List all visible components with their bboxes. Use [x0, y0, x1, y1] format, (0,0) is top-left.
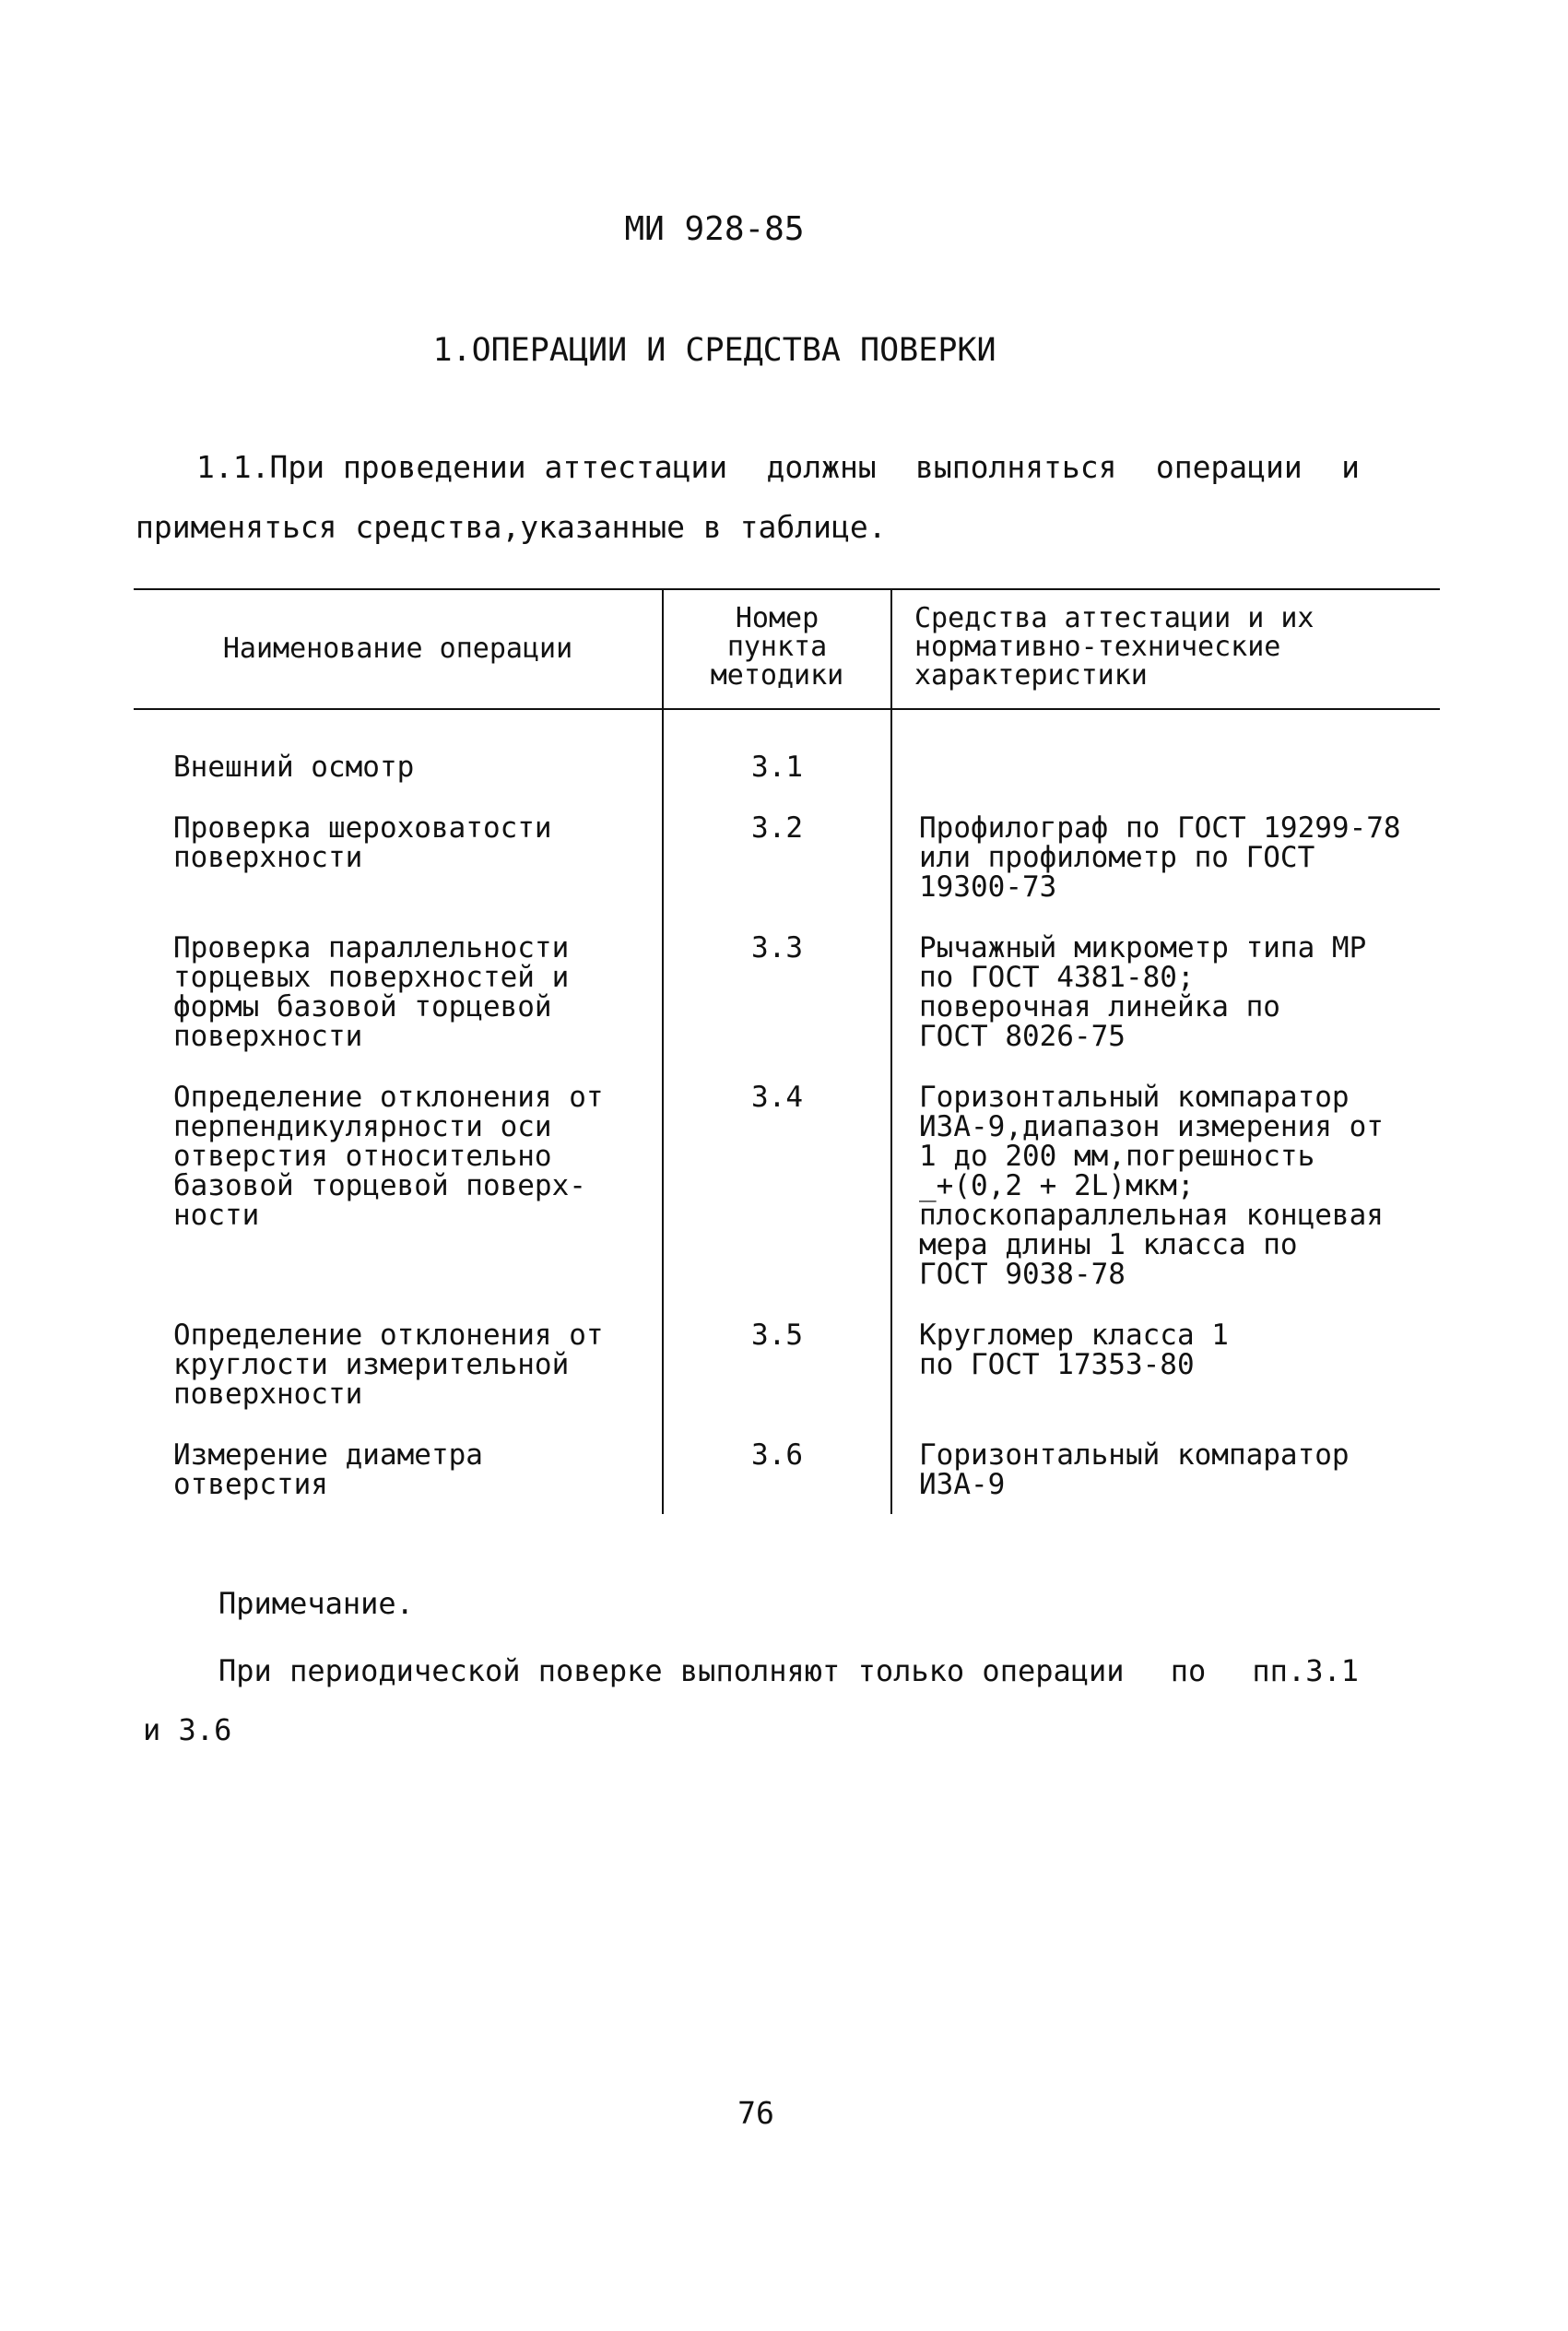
document-code: МИ 928-85: [624, 210, 805, 248]
intro-word: должны: [766, 449, 877, 485]
note-label: Примечание.: [218, 1586, 414, 1621]
table-column-divider: [662, 590, 664, 1514]
note-text-line-1: [218, 1653, 1359, 1688]
table-column-divider: [890, 590, 892, 1514]
intro-paragraph-line-1: [196, 449, 1360, 485]
table-cell-means: Профилограф по ГОСТ 19299-78 или профилометр по ГОСТ 19300-73: [919, 811, 1401, 904]
intro-word: 1.1.При проведении аттестации: [196, 449, 728, 485]
table-cell-operation: Проверка параллельности торцевых поверхностей и формы базовой торцевой поверхности: [173, 931, 570, 1053]
section-title: 1.ОПЕРАЦИИ И СРЕДСТВА ПОВЕРКИ: [432, 332, 996, 369]
table-cell-operation: Внешний осмотр: [173, 751, 415, 784]
note-text-line-2: и 3.6: [143, 1712, 232, 1747]
note-word: пп.3.1: [1252, 1653, 1359, 1688]
table-cell-number: 3.1: [751, 751, 803, 784]
column-header-operation: Наименование операции: [222, 633, 573, 665]
table-header-rule: [134, 708, 1440, 710]
table-cell-means: Кругломер класса 1 по ГОСТ 17353-80: [919, 1319, 1229, 1381]
table-cell-means: Горизонтальный компаратор ИЗА-9: [919, 1438, 1350, 1501]
intro-word: и: [1341, 449, 1360, 485]
intro-word: выполняться: [914, 449, 1117, 485]
table-cell-operation: Измерение диаметра отверстия: [173, 1438, 483, 1501]
intro-word: операции: [1155, 449, 1303, 485]
page-number: 76: [737, 2095, 774, 2131]
table-cell-number: 3.4: [751, 1081, 803, 1114]
table-cell-operation: Проверка шероховатости поверхности: [173, 811, 552, 874]
note-word: При периодической поверке выполняют только операции: [218, 1653, 1125, 1688]
table-cell-operation: Определение отклонения от перпендикулярности оси отверстия относительно базовой торцевой поверх- ности: [173, 1081, 604, 1232]
column-header-means: Средства аттестации и их нормативно-технические характеристики: [914, 602, 1315, 692]
intro-paragraph-line-2: применяться средства,указанные в таблице.: [136, 509, 887, 545]
table-cell-operation: Определение отклонения от круглости измерительной поверхности: [173, 1319, 604, 1411]
table-cell-number: 3.5: [751, 1319, 803, 1352]
note-word: по: [1170, 1653, 1207, 1688]
table-cell-number: 3.2: [751, 811, 803, 845]
table-cell-means: Рычажный микрометр типа МР по ГОСТ 4381-80; поверочная линейка по ГОСТ 8026-75: [919, 931, 1367, 1053]
table-cell-number: 3.6: [751, 1438, 803, 1472]
table-cell-number: 3.3: [751, 931, 803, 964]
table-cell-means: Горизонтальный компаратор ИЗА-9,диапазон измерения от 1 до 200 мм,погрешность _+(0,2 + 2L)мкм; плоскопараллельная концевая мера длины 1 класса по ГОСТ 9038-78: [919, 1081, 1384, 1291]
column-header-number: Номер пункта методики: [710, 602, 844, 692]
table-top-rule: [134, 588, 1440, 590]
